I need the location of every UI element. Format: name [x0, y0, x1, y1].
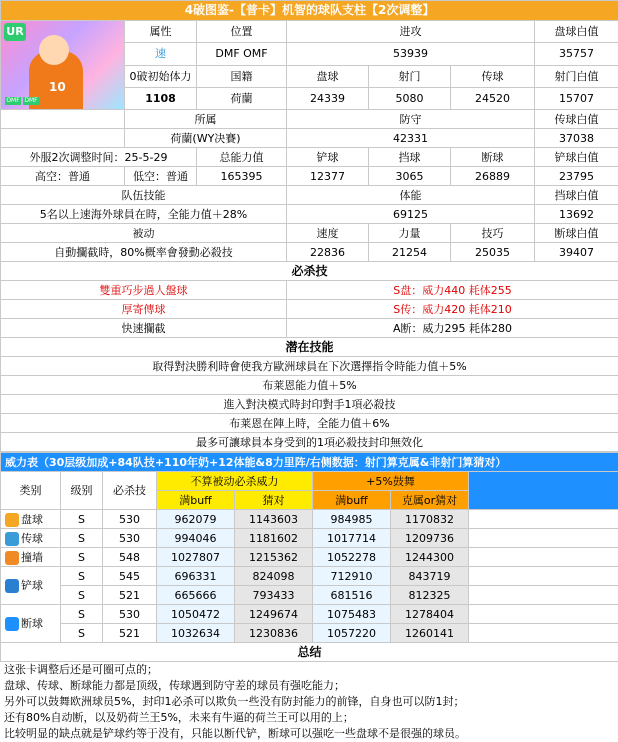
special-name: 雙重巧步過人盤球 — [1, 281, 287, 300]
level-cell: S — [61, 624, 103, 643]
value-cell: 1278404 — [391, 605, 469, 624]
attack-value: 53939 — [287, 43, 535, 65]
label: 射门 — [369, 65, 451, 87]
potential-item: 布莱恩在陣上時，全能力值＋6% — [1, 414, 618, 433]
label: 速度 — [287, 224, 369, 243]
special-name: 快速攔截 — [1, 319, 287, 338]
label: 克属or猜对 — [391, 491, 469, 510]
value-cell: 1181602 — [235, 529, 313, 548]
label: 体能 — [287, 186, 535, 205]
wall-pass-icon — [5, 551, 19, 565]
potential-item: 最多可讓球員本身受到的1項必殺技封印無效化 — [1, 433, 618, 452]
kill-cell: 545 — [103, 567, 157, 586]
dribble-white-value: 35757 — [535, 43, 618, 65]
label: 国籍 — [197, 65, 287, 87]
value-cell: 1057220 — [313, 624, 391, 643]
adjust-date: 外服2次调整时间：25-5-29 — [1, 148, 197, 167]
value-cell: 1170832 — [391, 510, 469, 529]
type-cell: 撞墙 — [1, 548, 61, 567]
label: 断球白值 — [535, 224, 618, 243]
potential-item: 進入對決模式時封印對手1項必殺技 — [1, 395, 618, 414]
value-cell: 1249674 — [235, 605, 313, 624]
pass-icon — [5, 532, 19, 546]
tackle-icon — [5, 579, 19, 593]
block-value: 3065 — [369, 167, 451, 186]
summary-line: 盘球、传球、断球能力都是顶级，传球遇到防守差的球员有强吃能力； — [0, 678, 618, 694]
label: 0破初始体力 — [125, 65, 197, 87]
potential-item: 取得對決勝利時會使我方歐洲球員在下次選擇指令時能力值＋5% — [1, 357, 618, 376]
power-table — [0, 452, 618, 662]
level-cell: S — [61, 567, 103, 586]
value-cell: 824098 — [235, 567, 313, 586]
label: 所属 — [125, 110, 287, 129]
label: 属性 — [125, 21, 197, 43]
summary-line: 比较明显的缺点就是铲球约等于没有，只能以断代铲，断球可以强吃一些盘球不是很强的球员。 — [0, 726, 618, 742]
technique-value: 25035 — [451, 243, 535, 262]
nation-value: 荷蘭 — [197, 87, 287, 109]
value-cell: 696331 — [157, 567, 235, 586]
label: 满buff — [157, 491, 235, 510]
level-cell: S — [61, 510, 103, 529]
kill-cell: 548 — [103, 548, 157, 567]
label: 总能力值 — [197, 148, 287, 167]
summary-header: 总结 — [1, 643, 618, 662]
height-value: 高空：普通 — [1, 167, 125, 186]
label: 挡球 — [369, 148, 451, 167]
value-cell: 1027807 — [157, 548, 235, 567]
label: 级别 — [61, 472, 103, 510]
kill-cell: 530 — [103, 605, 157, 624]
value-cell: 1260141 — [391, 624, 469, 643]
position-tag: OMF — [5, 97, 21, 105]
kill-cell: 530 — [103, 510, 157, 529]
value-cell: 712910 — [313, 567, 391, 586]
low-value: 低空：普通 — [125, 167, 197, 186]
label: 传球 — [451, 65, 535, 87]
value-cell: 1017714 — [313, 529, 391, 548]
kill-cell: 530 — [103, 529, 157, 548]
label: 类别 — [1, 472, 61, 510]
label: 位置 — [197, 21, 287, 43]
body-value: 69125 — [287, 205, 535, 224]
value-cell: 665666 — [157, 586, 235, 605]
special-info: S盘：威力440 耗体255 — [287, 281, 618, 300]
special-name: 厚寄傳球 — [1, 300, 287, 319]
dribble-value: 24339 — [287, 87, 369, 109]
label: 断球 — [451, 148, 535, 167]
pos-value: DMF OMF — [197, 43, 287, 65]
tackle-white-value: 23795 — [535, 167, 618, 186]
summary-line: 另外可以鼓舞欧洲球员5%，封印1必杀可以欺负一些没有防封能力的前锋，自身也可以防1封； — [0, 694, 618, 710]
label: 铲球 — [287, 148, 369, 167]
label: 队伍技能 — [1, 186, 287, 205]
club-value: 荷蘭(WY决賽) — [125, 129, 287, 148]
speed-value: 22836 — [287, 243, 369, 262]
summary — [0, 662, 618, 742]
summary-line: 这张卡调整后还是可圈可点的； — [0, 662, 618, 678]
level-cell: S — [61, 605, 103, 624]
kill-cell: 521 — [103, 586, 157, 605]
label: 被动 — [1, 224, 287, 243]
card-image — [1, 21, 125, 110]
type-cell: 盘球 — [1, 510, 61, 529]
team-skill-value: 5名以上速海外球員在時，全能力值＋28% — [1, 205, 287, 224]
value-cell: 681516 — [313, 586, 391, 605]
special-info: S传：威力420 耗体210 — [287, 300, 618, 319]
label: 盘球白值 — [535, 21, 618, 43]
page-title: 4破图鉴-【普卡】机智的球队支柱【2次调整】 — [1, 1, 618, 21]
group-label: +5%鼓舞 — [313, 472, 469, 491]
value-cell: 1215362 — [235, 548, 313, 567]
pass-white-value: 37038 — [535, 129, 618, 148]
block-white-value: 13692 — [535, 205, 618, 224]
value-cell: 1052278 — [313, 548, 391, 567]
label: 技巧 — [451, 224, 535, 243]
special-info: A断：威力295 耗体280 — [287, 319, 618, 338]
potential-item: 布莱恩能力值＋5% — [1, 376, 618, 395]
player-head-icon — [39, 35, 69, 65]
shoot-value: 5080 — [369, 87, 451, 109]
summary-line: 还有80%自动断，以及奶荷兰王5%，未来有牛逼的荷兰王可以用的上； — [0, 710, 618, 726]
passive-value: 自動攔截時，80%概率會發動必殺技 — [1, 243, 287, 262]
attr-value: 速 — [125, 43, 197, 65]
type-cell: 传球 — [1, 529, 61, 548]
pass-value: 24520 — [451, 87, 535, 109]
value-cell: 843719 — [391, 567, 469, 586]
total-value: 165395 — [197, 167, 287, 186]
tackle-value: 12377 — [287, 167, 369, 186]
value-cell: 994046 — [157, 529, 235, 548]
shoot-white-value: 15707 — [535, 87, 618, 109]
value-cell: 1032634 — [157, 624, 235, 643]
label: 进攻 — [287, 21, 535, 43]
jersey-number: 10 — [49, 79, 66, 96]
value-cell: 1244300 — [391, 548, 469, 567]
label: 满buff — [313, 491, 391, 510]
value-cell: 1209736 — [391, 529, 469, 548]
type-cell: 铲球 — [1, 567, 61, 605]
type-cell: 断球 — [1, 605, 61, 643]
rarity-badge: UR — [4, 23, 26, 41]
label: 力量 — [369, 224, 451, 243]
stamina-value: 1108 — [125, 87, 197, 109]
label: 防守 — [287, 110, 535, 129]
kill-cell: 521 — [103, 624, 157, 643]
power-header: 威力表（30层级加成+84队技+110年奶+12体能&8力里阵/右侧数据：射门算克属&非射门算猜对） — [1, 453, 618, 472]
level-cell: S — [61, 529, 103, 548]
dribble-icon — [5, 513, 19, 527]
position-tag: DMF — [23, 97, 39, 105]
label: 挡球白值 — [535, 186, 618, 205]
intercept-value: 26889 — [451, 167, 535, 186]
value-cell: 984985 — [313, 510, 391, 529]
label: 必杀技 — [103, 472, 157, 510]
label: 猜对 — [235, 491, 313, 510]
potential-header: 潜在技能 — [1, 338, 618, 357]
intercept-icon — [5, 617, 19, 631]
group-label: 不算被动必杀威力 — [157, 472, 313, 491]
power-value: 21254 — [369, 243, 451, 262]
value-cell: 1143603 — [235, 510, 313, 529]
value-cell: 1230836 — [235, 624, 313, 643]
value-cell: 962079 — [157, 510, 235, 529]
intercept-white-value: 39407 — [535, 243, 618, 262]
value-cell: 793433 — [235, 586, 313, 605]
label: 射门白值 — [535, 65, 618, 87]
value-cell: 1050472 — [157, 605, 235, 624]
label: 传球白值 — [535, 110, 618, 129]
level-cell: S — [61, 548, 103, 567]
label: 盘球 — [287, 65, 369, 87]
value-cell: 812325 — [391, 586, 469, 605]
special-header: 必杀技 — [1, 262, 618, 281]
value-cell: 1075483 — [313, 605, 391, 624]
defense-value: 42331 — [287, 129, 535, 148]
label: 铲球白值 — [535, 148, 618, 167]
level-cell: S — [61, 586, 103, 605]
